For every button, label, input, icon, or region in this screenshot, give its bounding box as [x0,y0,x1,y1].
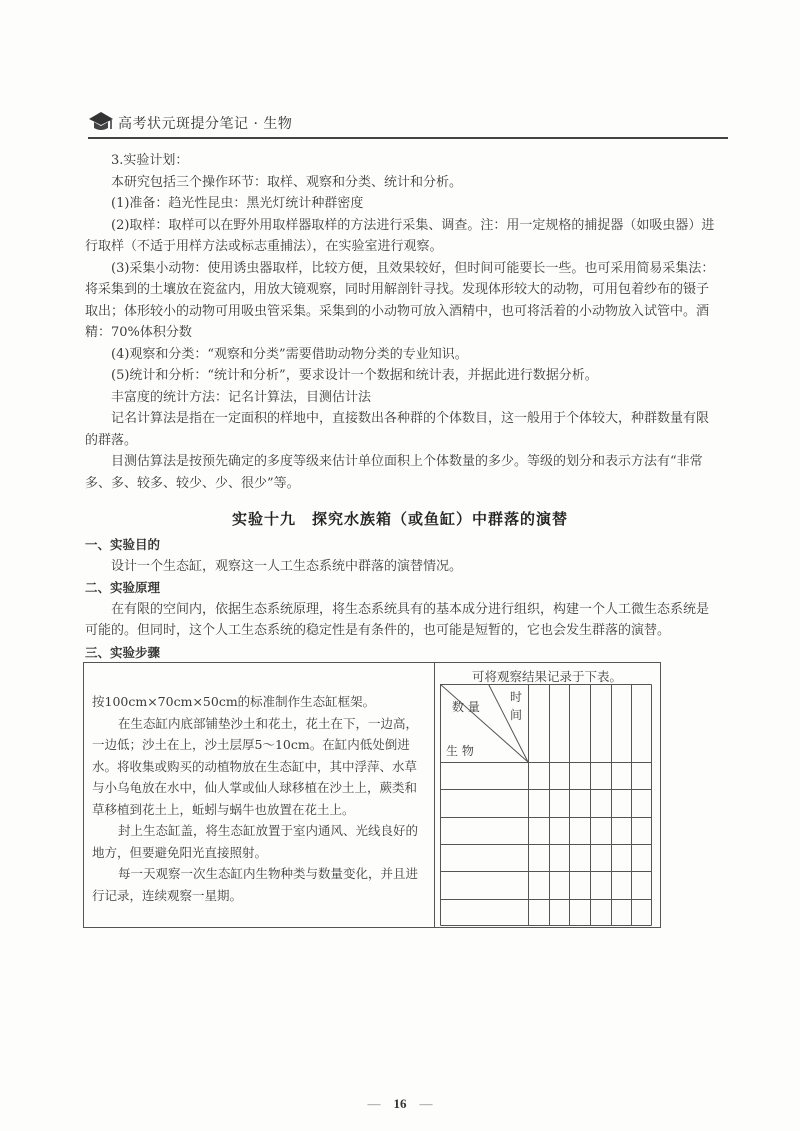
header-quantity: 数 量 [452,700,480,714]
plan-section [85,150,715,494]
plan-item: (2)取样：取样可以在野外用取样器取样的方法进行采集、调查。注：用一定规格的捕捉器（如吸虫器）进行取样（不适于用样方法或标志重捕法），在实验室进行观察。 [85,217,715,254]
steps-heading: 三、实验步骤 [85,644,161,660]
header-rule [88,137,728,139]
richness-methods: 丰富度的统计方法：记名计算法，目测估计法 [111,389,372,405]
steps-text [92,691,428,906]
step: 封上生态缸盖，将生态缸放置于室内通风、光线良好的地方，但要避免阳光直接照射。 [92,823,419,860]
running-header [88,110,728,136]
purpose-heading: 一、实验目的 [85,537,161,552]
plan-item: (4)观察和分类：“观察和分类”需要借助动物分类的专业知识。 [111,346,468,362]
box-divider [434,663,435,927]
plan-item: (5)统计和分析：“统计和分析”，要求设计一个数据和统计表，并据此进行数据分析。 [111,368,598,383]
header-time: 时 间 [510,690,523,722]
step: 在生态缸内底部铺垫沙土和花土，花土在下，一边高，一边低；沙土在上，沙土层厚5～10cm。在缸内低处倒进水。将收集或购买的动植物放在生态缸中，其中浮萍、水草与小乌龟放在水中，仙人掌或仙人球移植在沙土上，蕨类和草移植到花土上，蚯蚓与蜗牛也放置在花土上。 [92,715,419,817]
experiment-title: 实验十九 探究水族箱（或鱼缸）中群落的演替 [231,510,568,528]
purpose-text: 设计一个生态缸，观察这一人工生态系统中群落的演替情况。 [111,558,463,574]
method-description: 记名计算法是指在一定面积的样地中，直接数出各种群的个体数目，这一般用于个体较大，种群数量有限的群落。 [85,411,710,448]
principle-text: 在有限的空间内，依据生态系统原理，将生态系统具有的基本成分进行组织，构建一个人工微生态系统是可能的。但同时，这个人工生态系统的稳定性是有条件的，也可能是短暂的，它也会发生群落的演替。 [85,601,710,638]
header-organism: 生 物 [446,744,474,758]
page-number: — 16 — [367,1096,433,1111]
step: 按100cm×70cm×50cm的标准制作生态缸框架。 [92,694,376,709]
plan-item: (1)准备：趋光性昆虫：黑光灯统计种群密度 [111,196,364,211]
plan-heading: 3.实验计划： [111,153,189,168]
observation-table [440,684,652,926]
book-title: 高考状元斑提分笔记 · 生物 [118,116,293,132]
graduation-cap-icon [88,110,114,134]
method-description: 目测估算法是按预先确定的多度等级来估计单位面积上个体数量的多少。等级的划分和表示方法有“非常多、多、较多、较少、少、很少”等。 [85,454,703,491]
step: 每一天观察一次生态缸内生物种类与数量变化，并且进行记录，连续观察一星期。 [92,866,419,903]
plan-intro: 本研究包括三个操作环节：取样、观察和分类、统计和分析。 [111,174,463,190]
plan-item: (3)采集小动物：使用诱虫器取样，比较方便，且效果较好，但时间可能要长一些。也可采用简易采集法：将采集到的土壤放在瓷盆内，用放大镜观察，同时用解剖针寻找。发现体形较大的动物，可用包着纱布的镊子取出；体形较小的动物可用吸虫管采集。采集到的小动物可放入酒精中，也可将活着的小动物放入试管中。酒精：70%体积分数 [85,260,715,340]
table-caption: 可将观察结果记录于下表。 [471,669,622,684]
experiment-section [85,534,715,663]
principle-heading: 二、实验原理 [85,580,161,595]
